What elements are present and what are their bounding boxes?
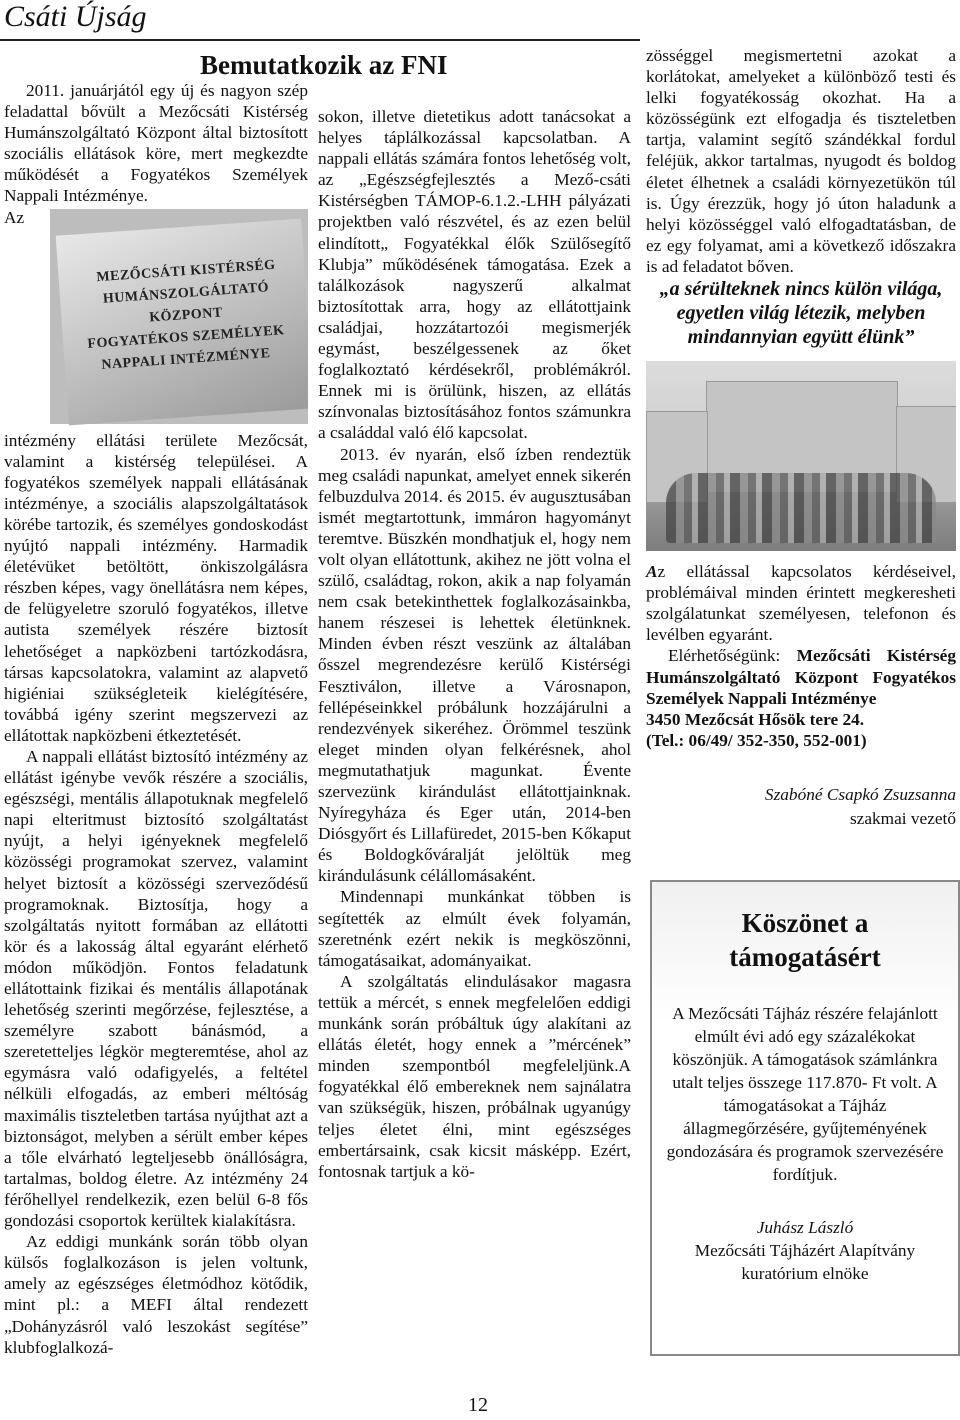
author-signature (646, 783, 956, 831)
column-3 (646, 45, 956, 831)
box-sig-line-2: kuratórium elnöke (741, 1264, 869, 1283)
col2-paragraph-1: sokon, illetve dietetikus adott tanácsokat a helyes táplálkozással kapcsolatban. A nappali ellátás számára fontos lehetőség volt, az „Egészségfejlesztés a Mező-csáti Kistérségben TÁMOP-6.1.2.-LHH pályázati projektben való részvétel, és az ezen belül elindított„ Fogyatékkal élők Szülősegítő Klubja” működésének támogatása. Ezek a találkozások nagyszerű alkalmat biztosítottak arra, hogy az ellátottjaink családjai, hozzátartozói megismerjék egymást, beszélgessenek az őket foglalkoztató kérdésekről, problémákról. Ennek mi is örülünk, hiszen, az ellátás színvonalas biztosításához fontos számunkra a családdal való élő kapcsolat. (318, 107, 631, 443)
contact-paragraph: z ellátással kapcsolatos kérdéseivel, problémáival minden érintett megkeresheti szolgálatunkat személyesen, telefonon és levélben egyaránt. (646, 562, 956, 645)
col3-paragraph-1: zösséggel megismertetni azokat a korlátokat, amelyeket a különböző testi és lelki fogyatékosság okozhat. Ha a közösségünk ezt elfogadja és tiszteletben tartja, valamint segítő szándékkal fordul feléjük, akkor tartalmas, nyugodt és boldog életet élhetnek a családi környezetükön túl is. Úgy érezzük, hogy jó úton haladunk a helyi közösséggel való elfogadtatásban, de ez egy folyamat, ami a következő időszakra is ad feladatot bőven. (646, 46, 956, 276)
sign-text-line-1: MEZŐCSÁTI KISTÉRSÉG (95, 257, 277, 285)
box-sig-name: Juhász László (756, 1218, 854, 1237)
box-title (652, 906, 958, 974)
box-title-line-2: támogatásért (729, 942, 881, 972)
col1-paragraph-3: A nappali ellátást biztosító intézmény az ellátást igénybe vevők részére a szociális, egészségi, mentális állapotuknak megfelelő napi elteritmust biztosító szolgáltatást nyújt, a helyi igényeknek megfelelő közösségi programokat szervez, valamint helyet biztosít a közösségi szerveződésű programoknak. Biztosítja, hogy a szolgáltatás nyitott formában az ellátotti kör és a lakosság által egyaránt elérhető módon működjön. Fontos feladatunk ellátottaink fizikai és mentális állapotának lehetőség szerinti megőrzése, fejlesztése, a személyre szabott bánásmód, a szeretetteljes légkör megteremtése, ahol az egymásra való odafigyelés, a feltétel nélküli elfogadás, az emberi méltóság maximális tiszteletben tartása nyújthat azt a biztonságot, melyben a sérült ember képes a tőle elvárható legteljesebb önállóságra, tartalmas, boldog életre. Az intézmény 24 férőhellyel rendelkezik, ezen belül 6-8 fős gondozási csoportok kerültek kialakításra. (4, 746, 308, 1231)
institution-sign-photo (50, 209, 308, 424)
column-1 (4, 80, 308, 1380)
box-body: A Mezőcsáti Tájház részére felajánlott elmúlt évi adó egy százalékokat köszönjük. A támogatások számlánkra utalt teljes összege 117.870- Ft volt. A támogatásokat a Tájház állagmegőrzésére, gyűjteményének gondozására és programok szervezésére fordítjuk. (666, 1004, 944, 1184)
motto-quote: „a sérülteknek nincs külön világa, egyetlen világ létezik, melyben mindannyian együtt élünk” (659, 278, 943, 349)
column-2 (318, 106, 631, 1386)
institution-name: Mezőcsáti Kistérség Humánszolgáltató Központ Fogyatékos Személyek Nappali Intézménye (646, 646, 956, 708)
masthead: Csáti Újság (4, 0, 147, 33)
col2-paragraph-2: 2013. év nyarán, első ízben rendeztük meg családi napunkat, amelyet ennek sikerén felbuzdulva 2014. és 2015. év augusztusában ismét megtartottunk, immáron hagyományt teremtve. Büszkén mondhatjuk el, hogy nem volt olyan ellátottunk, akihez ne jött volna el szülő, családtag, rokon, akik a nap folyamán nem csak betekinthettek foglalkozásainkba, hanem részesei is lehettek életünknek. Minden évben részt veszünk az általában ősszel megrendezésre kerülő Kistérségi Fesztiválon, illetve a Városnapon, fellépéseinkkel próbálunk hozzájárulni a rendezvények sikeréhez. Örömmel teszünk eleget minden olyan felkérésnek, ahol megmutathatjuk magunkat. Évente szervezünk kirándulást ellátottjainknak. Nyíregyháza és Eger után, 2014-ben Diósgyőrt és Lillafüredet, 2015-ben Kőkaput és Boldogkőváralját jelöltük meg kirándulásunk célállomásaként. (318, 444, 631, 886)
box-sig-line-1: Mezőcsáti Tájházért Alapítvány (694, 1241, 916, 1260)
col2-paragraph-3: Mindennapi munkánkat többen is segítették az elmúlt évek folyamán, szeretnénk ezért nekik is megköszönni, támogatásaikat, adományaikat. (318, 887, 631, 970)
contact-section (646, 561, 956, 751)
box-signature (652, 1216, 958, 1285)
col1-paragraph-2: Az intézmény ellátási területe Mezőcsát, valamint a kistérség települései. A fogyatékos személyek nappali ellátásának intézménye, a szociális alapszolgáltatások körébe tartozik, és személyes gondoskodást nyújtó nappali intézmény. Harmadik életévüket betöltött, önkiszolgálásra részben képes, vagy önellátásra nem képes, de felügyeletre szoruló fogyatékos, illetve autista személyek részére biztosít lehetőséget a napközbeni tartózkodásra, társas kapcsolatokra, valamint az alapvető higiéniai szükségleteik kielégítésére, továbbá igény szerint megszervezi az ellátottak napközbeni étkeztetését. (4, 207, 308, 745)
sign-text-line-4: FOGYATÉKOS SZEMÉLYEK (87, 322, 285, 352)
col1-paragraph-1: 2011. januárjától egy új és nagyon szép feladattal bővült a Mezőcsáti Kistérség Humánszolgáltató Központ által biztosított szociális ellátások köre, mert megkezdte működését a Fogyatékos Személyek Nappali Intézménye. (4, 81, 308, 206)
author-name: Szabóné Csapkó Zsuzsanna (764, 784, 956, 804)
col1-paragraph-4: Az eddigi munkánk során több olyan külsős foglalkozáson is jelen voltunk, amely az egészséges életmódhoz kötődik, mint pl.: a MEFI által rendezett „Dohányzásról való leszokást segítése” klubfoglalkozá- (4, 1232, 308, 1357)
group-photo (646, 361, 956, 551)
author-role: szakmai vezető (849, 808, 956, 828)
sign-text-line-5: NAPPALI INTÉZMÉNYE (100, 345, 272, 373)
sign-text-line-3: KÖZPONT (148, 305, 224, 326)
reach-label: Elérhetőségünk: (668, 646, 781, 666)
box-title-line-1: Köszönet a (741, 908, 869, 938)
thank-you-box (650, 880, 960, 1356)
page-number: 12 (468, 1394, 488, 1416)
contact-dropcap: A (646, 562, 658, 582)
group-of-people (666, 473, 936, 543)
sign-text-line-2: HUMÁNSZOLGÁLTATÓ (102, 279, 270, 307)
article-title: Bemutatkozik az FNI (200, 50, 448, 80)
phone: (Tel.: 06/49/ 352-350, 552-001) (646, 730, 867, 750)
col2-paragraph-4: A szolgáltatás elindulásakor magasra tettük a mércét, s ennek megfelelően eddigi munkánk során próbáltuk úgy alakítani az ellátás életét, hogy ennek a ”mércének” minden szempontból megfeleljünk.A fogyatékkal élő embereknek nem sajnálatra van szükségük, hiszen, próbálnak ugyanúgy teljes életet élni, mint egészséges embertársaink, csak kicsit másképp. Ezért, fontosnak tartjuk a kö- (318, 971, 631, 1181)
masthead-rule (0, 39, 640, 41)
address: 3450 Mezőcsát Hősök tere 24. (646, 709, 865, 729)
